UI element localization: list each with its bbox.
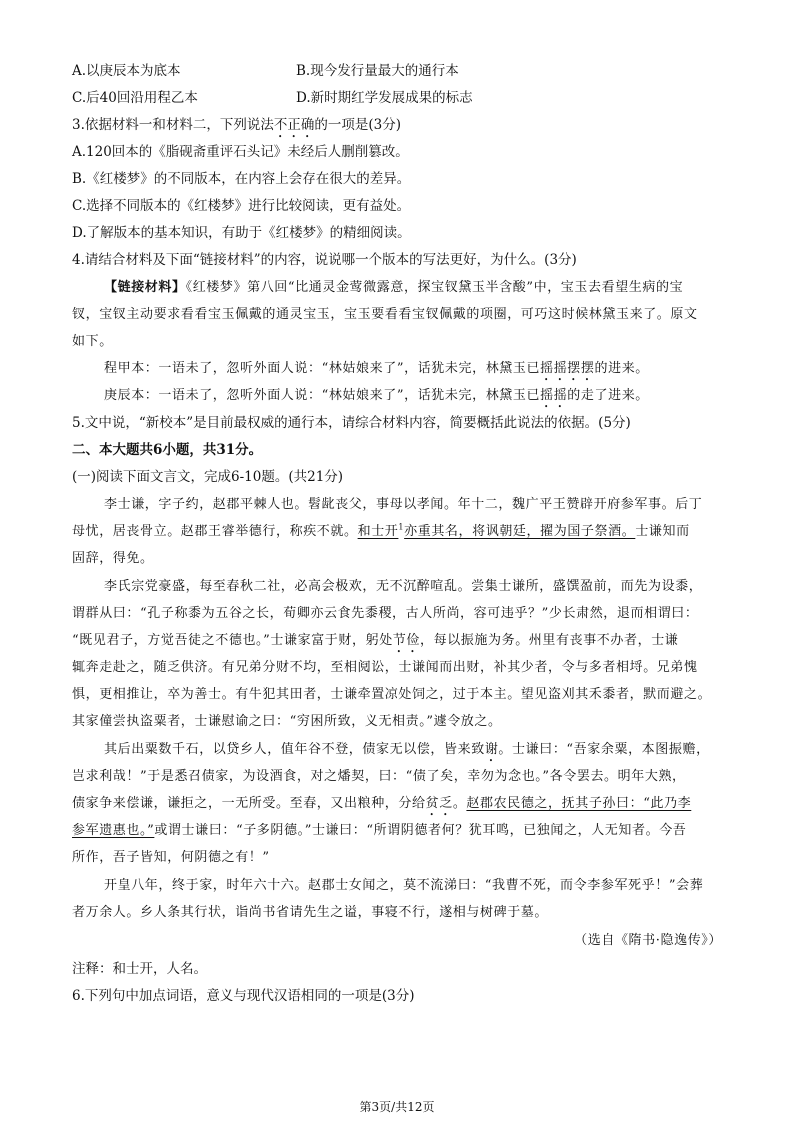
passage-p2-line2: 谓群从曰：“孔子称黍为五谷之长，荀卿亦云食先黍稷，古人所尚，容可违乎？”少长肃然，退而相谓曰：: [72, 606, 699, 621]
gengchen-text-end: 的走了进来。: [567, 388, 649, 403]
link-material-label: 【链接材料】: [104, 280, 186, 295]
passage-p2-line5: 惧，更相推让，卒为善士。有牛犯其田者，士谦牵置凉处饲之，过于本主。望见盗刈其禾黍者，默而避之。: [72, 687, 712, 702]
passage-source: （选自《隋书·隐逸传》）: [574, 933, 722, 948]
q3-stem-post: 的一项是(3分): [314, 117, 402, 133]
q2-option-a: A.以庚辰本为底本: [72, 63, 181, 79]
gengchen-emphasis: 摇摇: [540, 388, 568, 403]
passage-text-end: 或谓士谦曰：“子多阴德。”士谦曰：“所谓阴德者何？犹耳鸣，已独闻之，人无知者。今吾: [154, 823, 687, 838]
passage-p2-line4: 辄奔走赴之，随乏供济。有兄弟分财不均，至相阋讼，士谦闻而出财，补其少者，令与多者相埒。兄弟愧: [72, 660, 698, 675]
section2-subheading: (一)阅读下面文言文，完成6-10题。(共21分): [72, 469, 344, 485]
chengjia-emphasis: 摇摇摆摆: [540, 361, 595, 376]
underlined-sentence: 和士开: [357, 524, 399, 539]
chengjia-text: 程甲本：一语未了，忽听外面人说：“林姑娘来了”，话犹未完，林黛玉已: [104, 361, 541, 376]
q6-stem: 6.下列句中加点词语，意义与现代汉语相同的一项是(3分): [72, 988, 415, 1004]
passage-text: 母忧，居丧骨立。赵郡王睿举德行，称疾不就。: [72, 524, 358, 539]
passage-p1-line1: 李士谦，字子约，赵郡平棘人也。髫龀丧父，事母以孝闻。年十二，魏广平王赞辟开府参军事。后丁: [104, 497, 703, 512]
footnote-marker: 1: [398, 522, 405, 532]
passage-p3-line4: [72, 822, 686, 840]
passage-p3-line5: 所作，吾子皆知，何阴德之有！”: [72, 850, 270, 865]
underlined-sentence-cont: 亦重其名，将讽朝廷，擢为国子祭酒。: [404, 524, 636, 539]
passage-p3-line2: 岂求利哉！”于是悉召债家，为设酒食，对之燔契，曰：“债了矣，幸勿为念也。”各令罢去。明年大熟，: [72, 769, 686, 784]
section2-heading: 二、本大题共6小题，共31分。: [72, 442, 263, 458]
passage-p1-line3: 固辞，得免。: [72, 551, 154, 566]
chengjia-text-end: 的进来。: [594, 361, 649, 376]
link-material-text1: 《红楼梦》第八回“比通灵金莺微露意，探宝钗黛玉半含酸”中，宝玉去看望生病的宝: [185, 280, 684, 295]
passage-text-end: 。士谦曰：“吾家余粟，本图振赡，: [498, 742, 710, 757]
page-number: 第3页/共12页: [359, 1100, 435, 1114]
gengchen-quote: [104, 387, 649, 411]
q4-stem: 4.请结合材料及下面“链接材料”的内容，说说哪一个版本的写法更好，为什么。(3分): [72, 252, 577, 268]
link-material-line2: 钗，宝钗主动要求看看宝玉佩戴的通灵宝玉，宝玉要看看宝钗佩戴的项圈，可巧这时候林黛玉来了。原文: [72, 307, 698, 322]
passage-p2-line1: 李氏宗党豪盛，每至春秋二社，必高会极欢，无不沉醉喧乱。尝集士谦所，盛馔盈前，而先为设黍，: [104, 579, 703, 594]
passage-p2-line3: [72, 632, 678, 656]
passage-punct: 。: [452, 796, 467, 811]
q3-option-c: C.选择不同版本的《红楼梦》进行比较阅读，更有益处。: [72, 198, 411, 214]
q3-stem: [72, 116, 401, 141]
underlined-sentence-cont: 参军遗惠也。”: [72, 823, 155, 838]
passage-p3-line1: [104, 741, 710, 765]
passage-text-end: ，每以振施为务。州里有丧事不办者，士谦: [420, 633, 679, 648]
q2-option-c: C.后40回沿用程乙本: [72, 90, 198, 106]
q3-option-a: A.120回本的《脂砚斋重评石头记》未经后人删削篡改。: [72, 144, 409, 160]
gengchen-text: 庚辰本：一语未了，忽听外面人说：“林姑娘来了”，话犹未完，林黛玉已: [104, 388, 541, 403]
passage-p1-line2: [72, 523, 690, 541]
passage-text: 其后出粟数千石，以贷乡人，值年谷不登，债家无以偿，皆来致: [104, 742, 485, 757]
dotted-word-xie: 谢: [484, 742, 499, 757]
q3-stem-pre: 3.依据材料一和材料二，下列说法: [72, 117, 274, 133]
link-material-line3: 如下。: [72, 334, 113, 349]
passage-p3-line3: [72, 795, 691, 819]
annotation-note: 注释：和士开，人名。: [72, 961, 207, 977]
passage-p2-line6: 其家僮尝执盗粟者，士谦慰谕之曰：“穷困所致，义无相责。”遽令放之。: [72, 714, 502, 729]
q3-option-b: B.《红楼梦》的不同版本，在内容上会存在很大的差异。: [72, 171, 411, 187]
q2-option-b: B.现今发行量最大的通行本: [296, 63, 459, 79]
underlined-sentence: 赵郡农民德之，抚其子孙曰：“此乃李: [466, 796, 692, 811]
passage-text-end: 士谦知而: [635, 524, 690, 539]
chengjia-quote: [104, 360, 649, 384]
passage-p4-line2: 者万余人。乡人条其行状，诣尚书省请先生之谥，事寝不行，遂相与树碑于墓。: [72, 905, 549, 920]
passage-p4-line1: 开皇八年，终于家，时年六十六。赵郡士女闻之，莫不流涕曰：“我曹不死，而令李参军死乎！”会葬: [104, 878, 704, 893]
q3-option-d: D.了解版本的基本知识，有助于《红楼梦》的精细阅读。: [72, 225, 411, 241]
link-material-line1: [104, 279, 683, 297]
dotted-word-pinfa: 贫乏: [425, 796, 453, 811]
passage-text: 债家争来偿谦，谦拒之，一无所受。至春，又出粮种，分给: [72, 796, 426, 811]
q3-stem-emphasis: 不正确: [273, 117, 315, 133]
q2-option-d: D.新时期红学发展成果的标志: [296, 90, 473, 106]
dotted-word-jiejian: 节俭: [392, 633, 420, 648]
passage-text: “既见君子，方觉吾徒之不德也。”士谦家富于财，躬处: [72, 633, 393, 648]
q5-stem: 5.文中说，“新校本”是目前最权威的通行本，请综合材料内容，简要概括此说法的依据。(5分): [72, 415, 631, 431]
